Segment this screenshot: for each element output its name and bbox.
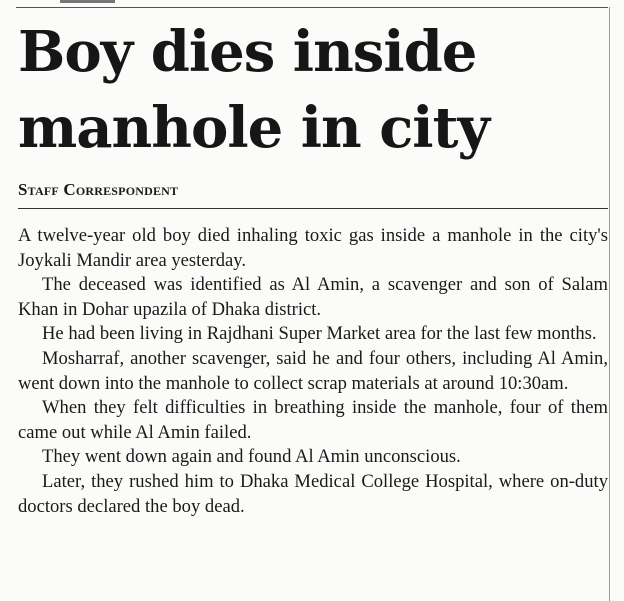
paragraph-5: When they felt difficulties in breathing inside the manhole, four of them came out while Al Amin failed.	[18, 397, 608, 443]
paragraph-2: The deceased was identified as Al Amin, a scavenger and son of Salam Khan in Dohar upazila of Dhaka district.	[18, 274, 608, 320]
paragraph-6: They went down again and found Al Amin unconscious.	[42, 446, 461, 468]
headline: Boy dies inside manhole in city	[18, 19, 489, 161]
top-rule	[16, 7, 608, 8]
byline: Staff Correspondent	[18, 180, 179, 199]
byline-rule	[18, 208, 608, 209]
paragraph-1: A twelve-year old boy died inhaling toxic gas inside a manhole in the city's Joykali Mandir area yesterday.	[18, 225, 608, 271]
top-tab-mark	[60, 0, 115, 3]
paragraph-4: Mosharraf, another scavenger, said he and four others, including Al Amin, went down into the manhole to collect scrap materials at around 10:30am.	[18, 347, 608, 394]
column-rule	[609, 7, 610, 601]
paragraph-7: Later, they rushed him to Dhaka Medical College Hospital, where on-duty doctors declared the boy dead.	[18, 470, 608, 517]
article-body	[18, 224, 608, 519]
paragraph-3: He had been living in Rajdhani Super Market area for the last few months.	[42, 323, 597, 345]
